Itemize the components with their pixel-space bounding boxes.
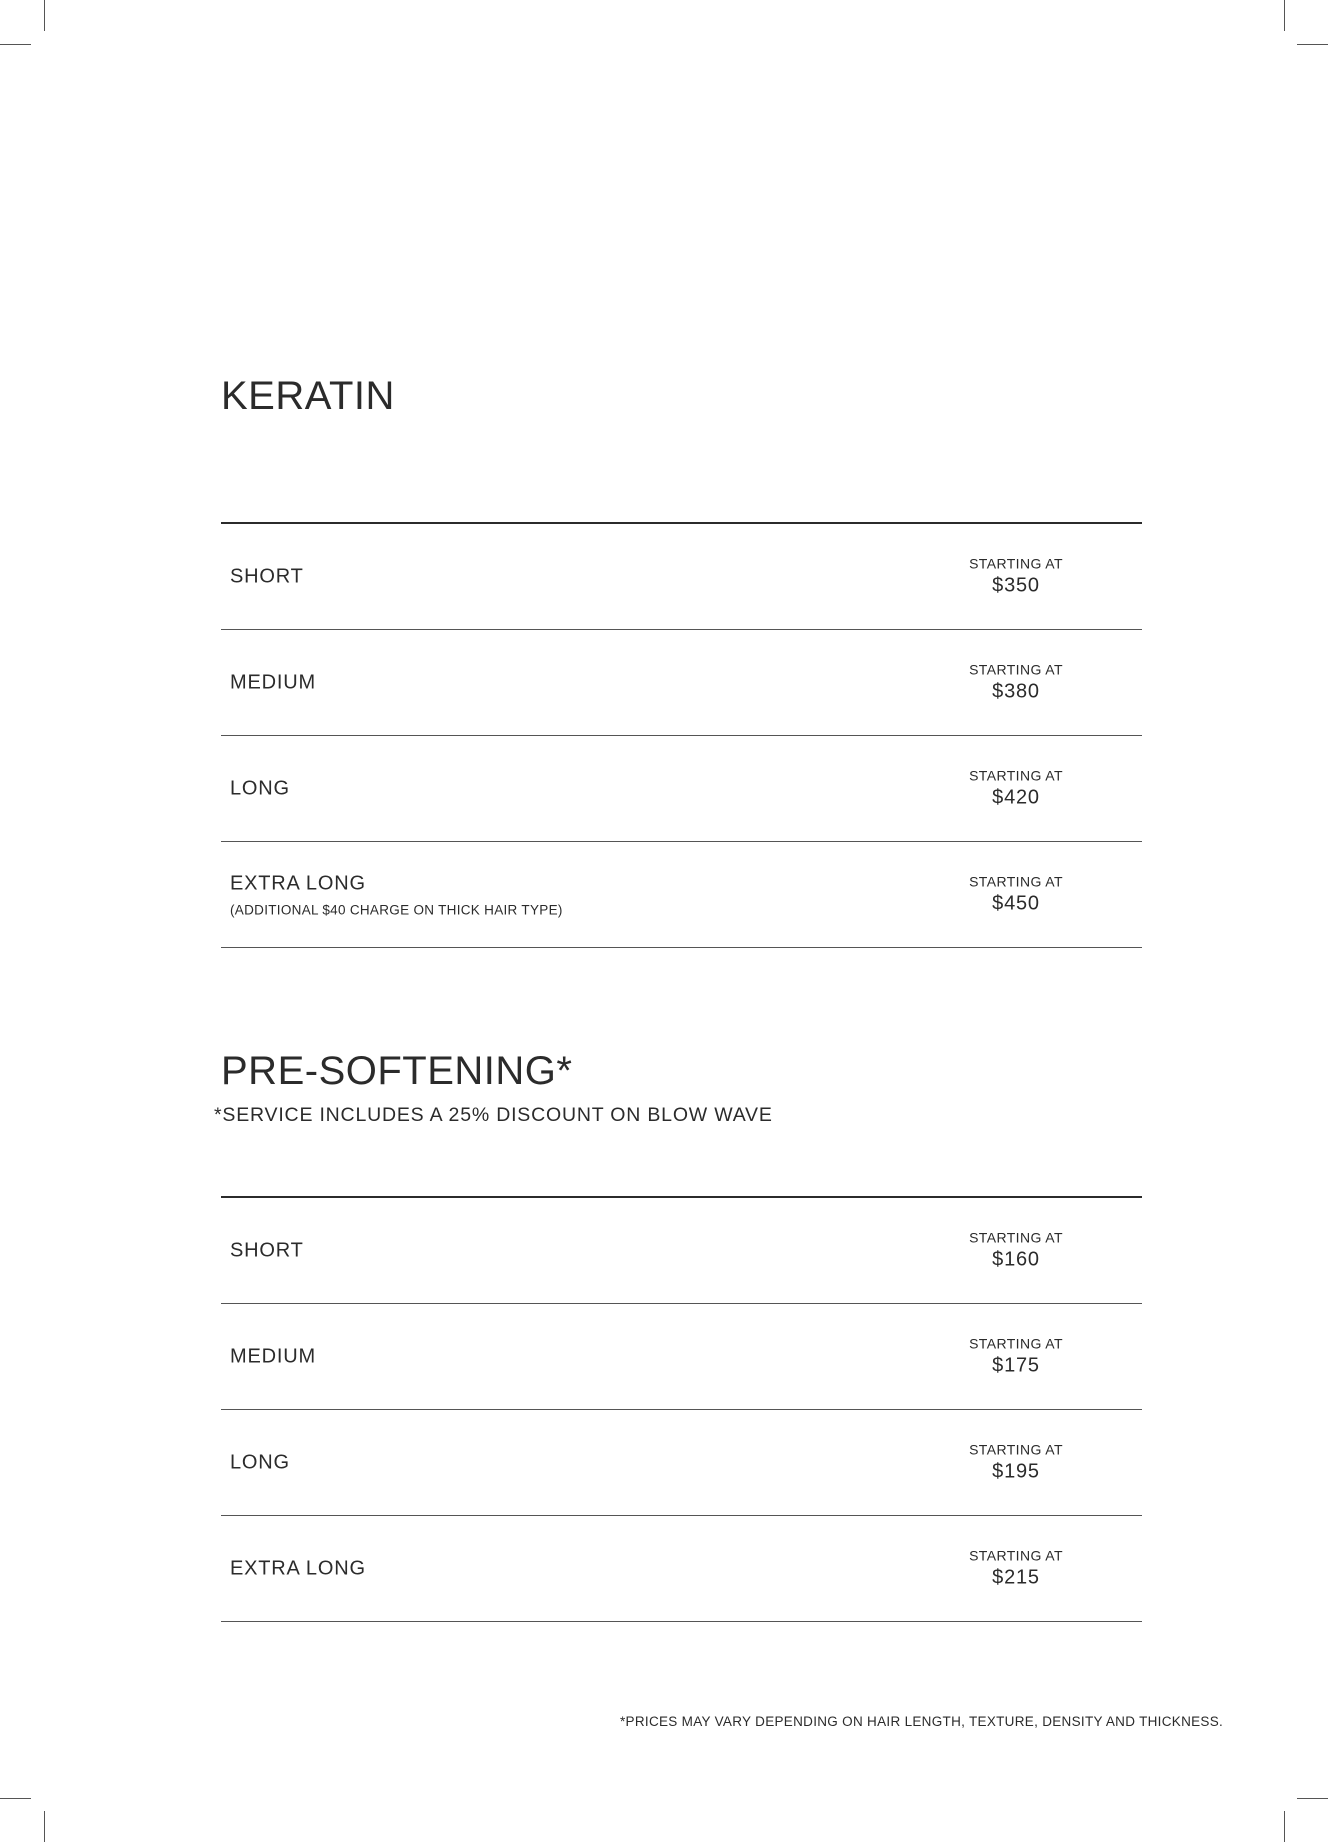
presoftening-price-table [221, 1196, 1142, 1622]
service-length: LONG [230, 1451, 290, 1473]
table-row [221, 736, 1142, 842]
table-row [221, 630, 1142, 736]
table-row [221, 1198, 1142, 1304]
price-label: STARTING AT [969, 554, 1063, 571]
price-block [961, 1546, 1071, 1591]
service-length: SHORT [230, 1239, 304, 1261]
table-row [221, 1410, 1142, 1516]
service-length-name: EXTRA LONG [230, 871, 366, 894]
service-length: SHORT [230, 565, 304, 587]
crop-mark [44, 0, 45, 31]
price-label: STARTING AT [969, 766, 1063, 783]
service-length: MEDIUM [230, 1345, 316, 1367]
service-length: LONG [230, 777, 290, 799]
price-value: $175 [992, 1354, 1040, 1377]
presoftening-title: PRE-SOFTENING* [221, 1049, 573, 1093]
table-row [221, 524, 1142, 630]
service-length: EXTRA LONG [230, 1557, 366, 1579]
price-label: STARTING AT [969, 1228, 1063, 1245]
presoftening-discount-note: *SERVICE INCLUDES A 25% DISCOUNT ON BLOW WAVE [214, 1104, 773, 1126]
price-block [961, 1228, 1071, 1273]
price-block [961, 1334, 1071, 1379]
price-block [961, 872, 1071, 917]
price-label: STARTING AT [969, 1440, 1063, 1457]
crop-mark [0, 1798, 31, 1799]
price-value: $215 [992, 1566, 1040, 1589]
pricing-disclaimer: *PRICES MAY VARY DEPENDING ON HAIR LENGTH, TEXTURE, DENSITY AND THICKNESS. [620, 1714, 1224, 1729]
crop-mark [1297, 44, 1328, 45]
price-value: $160 [992, 1248, 1040, 1271]
price-block [961, 554, 1071, 599]
table-row [221, 1516, 1142, 1622]
price-block [961, 660, 1071, 705]
crop-mark [44, 1811, 45, 1842]
table-row [221, 1304, 1142, 1410]
crop-mark [1284, 1811, 1285, 1842]
price-value: $420 [992, 786, 1040, 809]
price-block [961, 1440, 1071, 1485]
price-value: $380 [992, 680, 1040, 703]
crop-mark [0, 44, 31, 45]
price-label: STARTING AT [969, 660, 1063, 677]
price-value: $350 [992, 574, 1040, 597]
keratin-title: KERATIN [221, 374, 395, 418]
crop-mark [1297, 1798, 1328, 1799]
crop-mark [1284, 0, 1285, 31]
price-value: $450 [992, 892, 1040, 915]
table-row [221, 842, 1142, 948]
service-length [230, 870, 563, 919]
price-value: $195 [992, 1460, 1040, 1483]
service-surcharge-note: (ADDITIONAL $40 CHARGE ON THICK HAIR TYPE) [230, 901, 563, 917]
price-label: STARTING AT [969, 1546, 1063, 1563]
price-block [961, 766, 1071, 811]
price-label: STARTING AT [969, 872, 1063, 889]
service-length: MEDIUM [230, 671, 316, 693]
keratin-price-table [221, 522, 1142, 948]
price-label: STARTING AT [969, 1334, 1063, 1351]
